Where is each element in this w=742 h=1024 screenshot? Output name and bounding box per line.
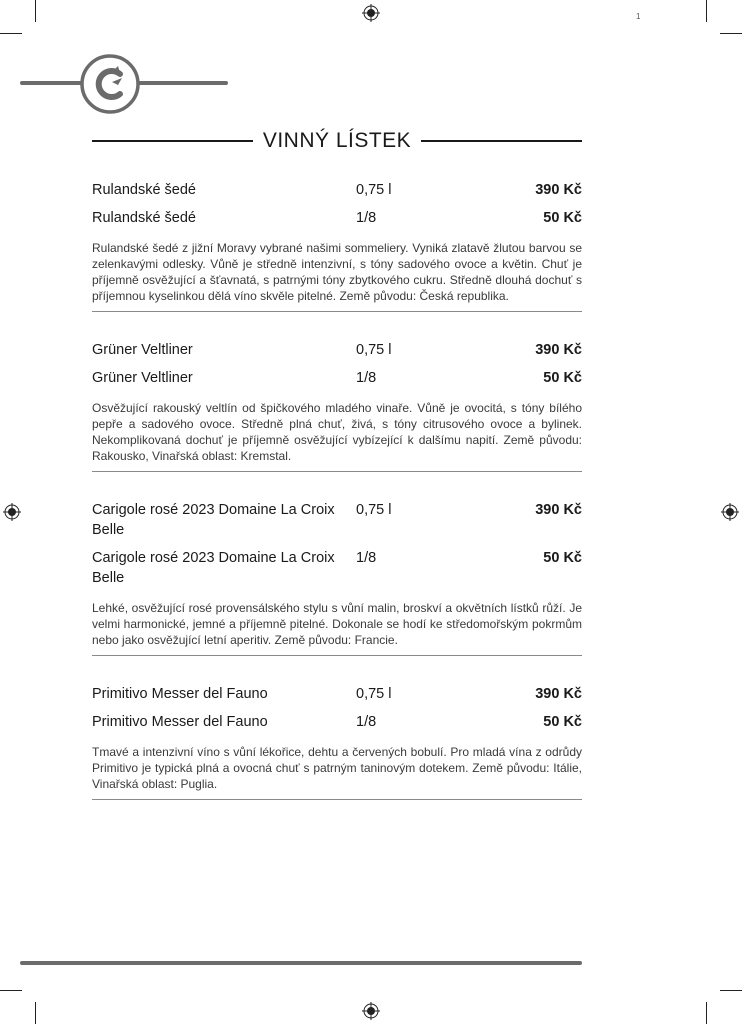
wine-name: Grüner Veltliner	[92, 370, 193, 386]
registration-mark-bottom-icon	[362, 1002, 380, 1020]
wine-name: Carigole rosé 2023 Domaine La Croix Belle	[92, 550, 335, 586]
crop-mark-top-left	[0, 33, 22, 34]
wine-name: Carigole rosé 2023 Domaine La Croix Belle	[92, 502, 335, 538]
wine-row-bottle	[92, 340, 582, 360]
wine-item	[92, 684, 582, 800]
registration-mark-top-icon	[362, 4, 380, 22]
wine-name: Primitivo Messer del Fauno	[92, 714, 268, 730]
wine-description: Osvěžující rakouský veltlín od špičkového mladého vinaře. Vůně je ovocitá, s tóny bílého pepře a sadového ovoce. Středně plná chuť, živá, s tóny citrusového ovoce a bylinek. Nekomplikovaná dochuť je příjemně osvěžující vybízející k dalšímu napití. Země původu: Rakousko, Vinařská oblast: Kremstal.	[92, 401, 582, 463]
page-number: 1	[636, 12, 641, 21]
wine-description: Rulandské šedé z jižní Moravy vybrané našimi sommeliery. Vyniká zlatavě žlutou barvou se zelenkavými odlesky. Vůně je středně intenzivní, s tóny sadového ovoce a květin. Chuť je příjemně osvěžující a šťavnatá, s patrnými tóny zbytkového cukru. Středně dlouhá dochuť s příjemnou kyselinkou dělá víno skvěle pitelné. Země původu: Česká republika.	[92, 241, 582, 303]
wine-price: 50 Kč	[543, 714, 582, 730]
crop-mark-bottom-left-v	[35, 1002, 36, 1024]
wine-price: 390 Kč	[535, 502, 582, 518]
wine-item	[92, 180, 582, 312]
wine-row-glass	[92, 208, 582, 228]
wine-volume: 0,75 l	[356, 502, 392, 518]
title-rule-right	[421, 140, 582, 142]
wine-volume: 0,75 l	[356, 182, 392, 198]
page-title: VINNÝ LÍSTEK	[262, 129, 412, 152]
title-rule-left	[92, 140, 253, 142]
wine-volume: 1/8	[356, 370, 377, 386]
wine-price: 50 Kč	[543, 210, 582, 226]
wine-price: 50 Kč	[543, 550, 582, 566]
wine-price: 390 Kč	[535, 182, 582, 198]
footer-rule	[20, 961, 582, 965]
wine-name: Rulandské šedé	[92, 210, 196, 226]
crop-mark-bottom-left	[0, 990, 22, 991]
wine-volume: 1/8	[356, 550, 377, 566]
crop-mark-bottom-right-v	[706, 1002, 707, 1024]
wine-row-bottle	[92, 684, 582, 704]
cafe-c-logo-icon	[80, 54, 140, 114]
registration-mark-left-icon	[3, 503, 21, 521]
wine-price: 390 Kč	[535, 342, 582, 358]
crop-mark-bottom-right	[720, 990, 742, 991]
wine-description: Tmavé a intenzivní víno s vůní lékořice, dehtu a červených bobulí. Pro mladá vína z odrůdy Primitivo je typická plná a ovocná chuť s patrným taninovým dotekem. Země původu: Itálie, Vinařská oblast: Puglia.	[92, 745, 582, 791]
crop-mark-top-right	[720, 33, 742, 34]
wine-row-glass	[92, 712, 582, 732]
wine-row-bottle	[92, 500, 582, 540]
wine-volume: 1/8	[356, 714, 377, 730]
registration-mark-right-icon	[721, 503, 739, 521]
wine-volume: 0,75 l	[356, 686, 392, 702]
wine-row-bottle	[92, 180, 582, 200]
wine-item	[92, 500, 582, 656]
title-row	[92, 126, 582, 156]
wine-name: Grüner Veltliner	[92, 342, 193, 358]
wine-price: 50 Kč	[543, 370, 582, 386]
crop-mark-top-right-v	[706, 0, 707, 22]
wine-name: Rulandské šedé	[92, 182, 196, 198]
wine-volume: 0,75 l	[356, 342, 392, 358]
wine-description: Lehké, osvěžující rosé provensálského stylu s vůní malin, broskví a okvětních lístků růží. Je velmi harmonické, jemné a příjemně pitelné. Dokonale se hodí ke středomořským pokrmům nebo jako osvěžující letní aperitiv. Země původu: Francie.	[92, 601, 582, 647]
wine-price: 390 Kč	[535, 686, 582, 702]
wine-name: Primitivo Messer del Fauno	[92, 686, 268, 702]
wine-list	[92, 180, 582, 800]
wine-volume: 1/8	[356, 210, 377, 226]
crop-mark-top-left-v	[35, 0, 36, 22]
wine-item	[92, 340, 582, 472]
wine-row-glass	[92, 368, 582, 388]
wine-row-glass	[92, 548, 582, 588]
